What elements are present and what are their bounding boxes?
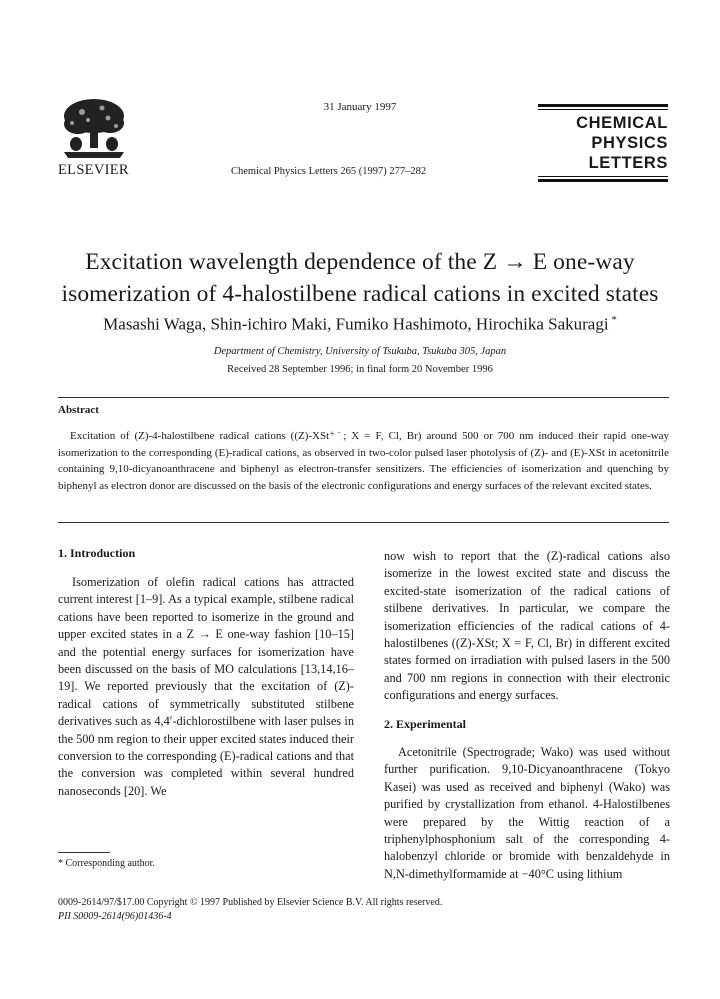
issue-date: 31 January 1997: [323, 101, 397, 113]
experimental-paragraph: [384, 744, 670, 883]
footnote-rule: [58, 852, 110, 853]
experimental-text: Acetonitrile (Spectrograde; Wako) was used without further purification. 9,10-Dicyanoanthracene (Tokyo Kasei) was used as received and biphenyl (Wako) was purified by crystallization from ethanol. 4-Halostilbenes were prepared by the Wittig reaction of a triphenylphosphonium salt of the corresponding 4-halobenzyl chloride or bromide with benzaldehyde in N,N-dimethylformamide at −40°C using lithium: [384, 745, 670, 881]
journal-name-line3: LETTERS: [588, 154, 668, 172]
masthead-top-thin-rule: [538, 109, 668, 110]
corresponding-author-footnote: * Corresponding author.: [58, 858, 155, 869]
journal-name-line1: CHEMICAL: [576, 114, 668, 132]
introduction-paragraph: [58, 574, 354, 800]
introduction-text: Isomerization of olefin radical cations has attracted current interest [1–9]. As a typical example, stilbene radical cations have been reported to isomerize in the ground and upper excited states in a Z → E one-way fashion [10–15] and the potential energy surfaces for isomerization have been discussed on the basis of MO calculations [13,14,16–19]. We reported previously that the excitation of (Z)-radical cations of symmetrically substituted stilbene derivatives such as 4,4′-dichlorostilbene with laser pulses in the 500 nm region to their upper excited states induced their conversion to the corresponding (E)-radical cations and that the conversion was completed within several hundred nanoseconds [20]. We: [58, 575, 354, 798]
pii-line: PII S0009-2614(96)01436-4: [58, 911, 172, 922]
copyright-block: [58, 896, 442, 924]
title-line1: Excitation wavelength dependence of the Z → E one-way: [85, 249, 635, 275]
journal-masthead: [538, 104, 668, 182]
journal-name-line2: PHYSICS: [591, 134, 668, 152]
introduction-continuation: now wish to report that the (Z)-radical cations also isomerize in the lowest excited state and discuss the excited-state isomerization of the radical cations of stilbene derivatives. In particular, we compare the isomerization efficiencies of the radical cations of 4-halostilbenes ((Z)-XSt; X = F, Cl, Br) in different excited states formed on irradiation with pulsed lasers in the 500 and 700 nm regions in connection with their electronic configurations and energy surfaces.: [384, 549, 670, 703]
journal-citation: Chemical Physics Letters 265 (1997) 277–282: [231, 166, 427, 177]
article-title: [0, 246, 720, 310]
author-list: [0, 314, 720, 335]
abstract-text: Excitation of (Z)-4-halostilbene radical cations ((Z)-XSt⁺˙; X = F, Cl, Br) around 500 or 700 nm induced their rapid one-way isomerization to the corresponding (E)-radical cations, as observed in two-color pulsed laser photolysis of (Z)- and (E)-XSt in acetonitrile containing 9,10-dicyanoanthracene and biphenyl as electron-transfer sensitizers. The efficiencies of isomerization and quenching by biphenyl as electron donor are discussed on the basis of the electronic configurations and energy surfaces of the relevant excited states.: [58, 430, 669, 492]
affiliation: Department of Chemistry, University of Tsukuba, Tsukuba 305, Japan: [213, 346, 507, 357]
authors-text: Masashi Waga, Shin-ichiro Maki, Fumiko Hashimoto, Hirochika Sakuragi: [103, 314, 609, 334]
copyright-line: 0009-2614/97/$17.00 Copyright © 1997 Published by Elsevier Science B.V. All rights reserved.: [58, 897, 443, 908]
section-heading-experimental: 2. Experimental: [384, 717, 466, 731]
abstract-bottom-rule: [58, 522, 669, 523]
corresponding-author-mark: *: [608, 314, 617, 326]
received-dates: Received 28 September 1996; in final form 20 November 1996: [227, 364, 493, 375]
journal-name: [538, 113, 668, 173]
masthead-bottom-rule: [538, 179, 668, 182]
abstract-heading: Abstract: [58, 404, 99, 416]
masthead-bottom-thin-rule: [538, 176, 668, 177]
masthead-top-rule: [538, 104, 668, 107]
title-line2: isomerization of 4-halostilbene radical cations in excited states: [61, 281, 659, 307]
section-heading-introduction: 1. Introduction: [58, 546, 136, 560]
publisher-name: ELSEVIER: [58, 162, 129, 178]
abstract-top-rule: [58, 397, 669, 398]
